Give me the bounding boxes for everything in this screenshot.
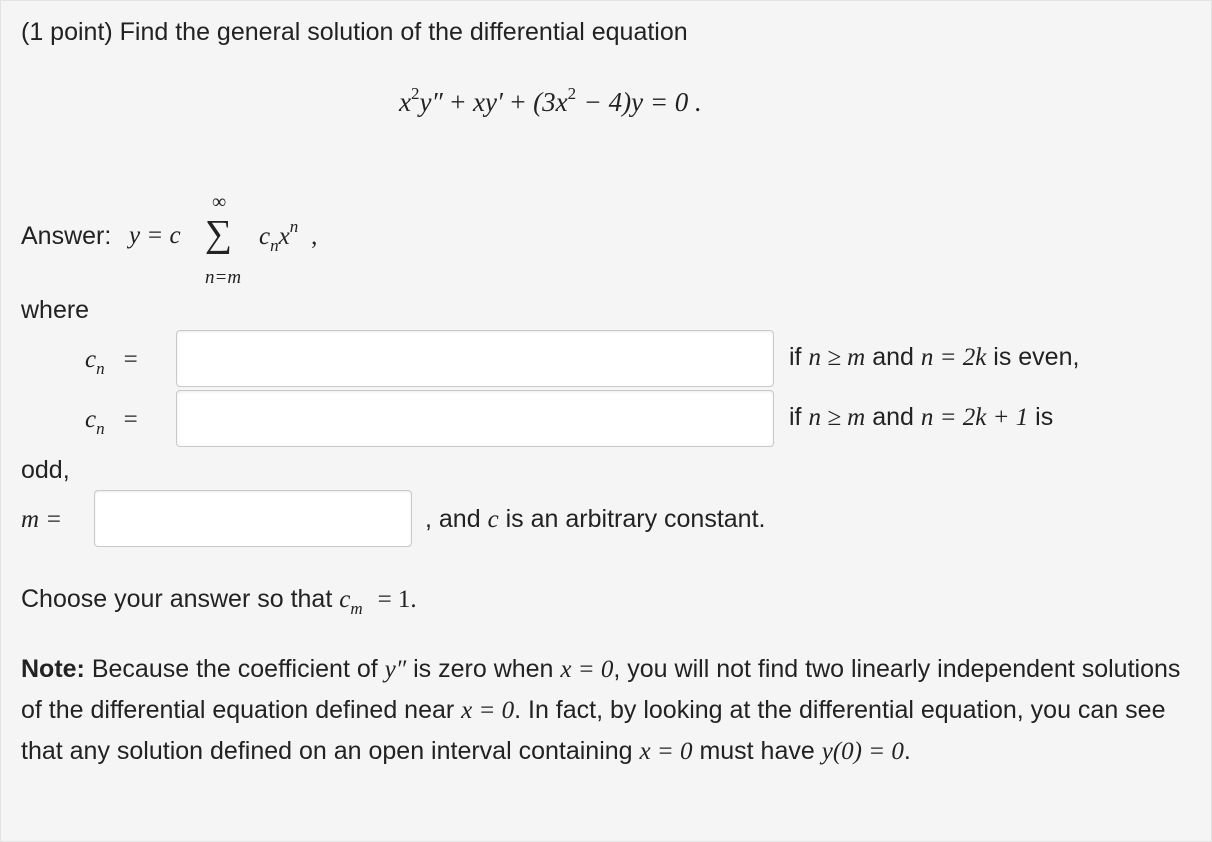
note-paragraph: Note: Because the coefficient of y″ is zero when x = 0, you will not find two linearly independent solutions of the differential equation defined near x = 0. In fact, by looking at the differential equation, you can see that any solution defined on an open interval containing x = 0 must have y(0) = 0.: [21, 655, 1181, 765]
answer-label: Answer:: [21, 222, 112, 250]
sum-symbol: ∑: [205, 213, 233, 255]
cn-odd-input[interactable]: [176, 390, 774, 447]
problem-intro: (1 point) Find the general solution of the differential equation: [21, 18, 688, 46]
sum-term: $c_nx^n$ ,: [259, 217, 318, 255]
m-row-trailing-text: , and c is an arbitrary constant.: [425, 505, 766, 533]
m-label: m =: [21, 506, 63, 533]
odd-label: odd,: [21, 456, 70, 484]
cn-even-input[interactable]: [176, 330, 774, 387]
answer-lhs: y = c: [129, 222, 181, 249]
m-input[interactable]: [94, 490, 412, 547]
cn-odd-label: $c_n$ =: [85, 406, 138, 438]
choose-instruction: Choose your answer so that $c_m = 1$.: [21, 585, 417, 618]
differential-equation: $x^2y'' + xy' + (3x^2 - 4)y = 0$ .: [399, 84, 702, 117]
cn-even-label: $c_n$ =: [85, 346, 138, 378]
sum-upper-limit: ∞: [212, 191, 227, 213]
sum-lower-limit: n=m: [205, 267, 242, 288]
cn-odd-condition: if n ≥ m and n = 2k + 1 is: [789, 403, 1054, 431]
where-label: where: [21, 296, 90, 324]
cn-even-condition: if n ≥ m and n = 2k is even,: [789, 343, 1080, 371]
note-label: Note:: [21, 655, 85, 683]
